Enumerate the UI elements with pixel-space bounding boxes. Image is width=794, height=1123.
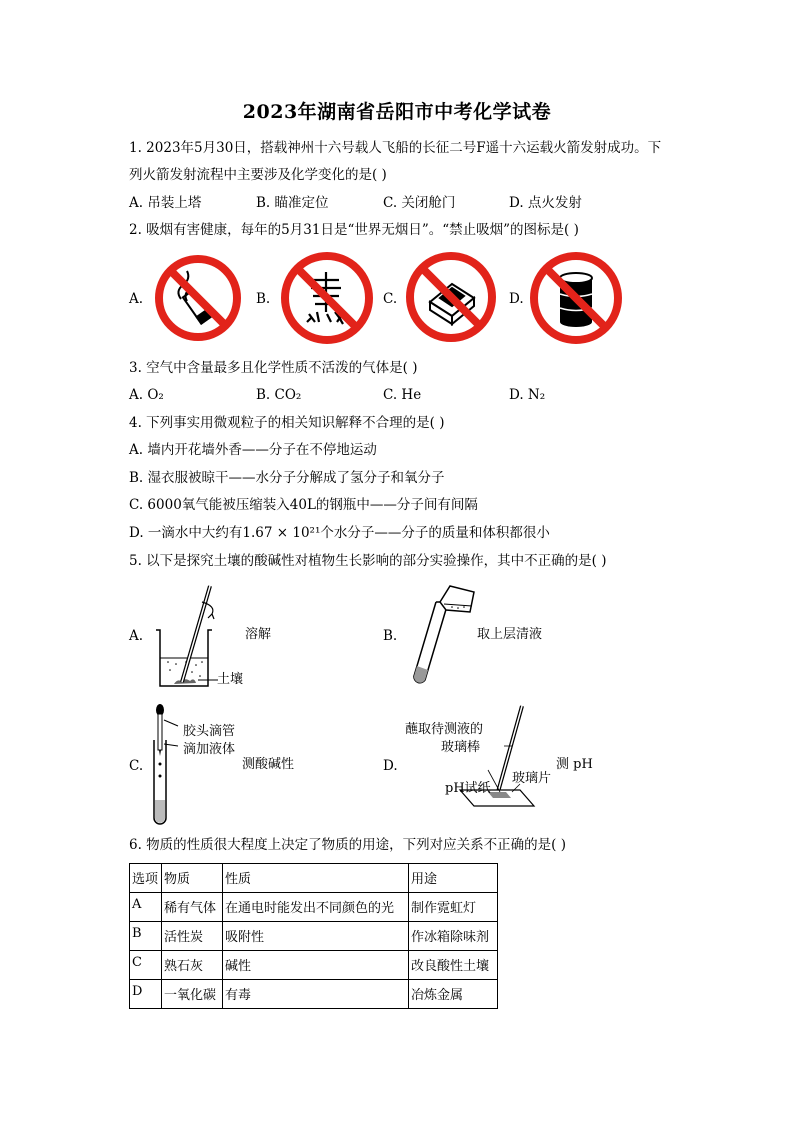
q5-d-glass-rod-label2: 玻璃棒 bbox=[441, 740, 481, 755]
q5-option-c: C. bbox=[129, 758, 144, 774]
q5-text-line1: 5. 以下是探究土壤的酸碱性对植物生长影响的部分实验操作，其中不正确的是( ) bbox=[129, 553, 607, 569]
page-title: 2023年湖南省岳阳市中考化学试卷 bbox=[242, 101, 552, 123]
pouring-test-tube-figure bbox=[400, 580, 480, 692]
q2-option-d: D. bbox=[509, 291, 524, 307]
q4-option-b: B. 湿衣服被晾干——水分子分解成了氢分子和氧分子 bbox=[129, 470, 445, 486]
table-header-cell: 用途 bbox=[409, 864, 498, 893]
q5-c-adding-liquid-label: 滴加液体 bbox=[183, 742, 236, 757]
no-smoking-icon bbox=[153, 253, 243, 343]
no-matches-icon bbox=[404, 250, 498, 344]
table-cell: 作冰箱除味剂 bbox=[409, 922, 498, 951]
q5-a-caption: 溶解 bbox=[245, 627, 272, 642]
table-row bbox=[130, 951, 498, 980]
table-cell: 熟石灰 bbox=[162, 951, 223, 980]
q4-option-d: D. 一滴水中大约有1.67 × 10²¹个水分子——分子的质量和体积都很小 bbox=[129, 525, 550, 541]
table-cell: D bbox=[130, 980, 162, 1009]
q5-c-caption: 测酸碱性 bbox=[242, 757, 295, 772]
q1-text-line1: 1. 2023年5月30日，搭载神州十六号载人飞船的长征二号F遥十六运载火箭发射成功。下 bbox=[129, 140, 662, 156]
q5-d-ph-paper-label: pH试纸 bbox=[445, 781, 491, 796]
q4-option-a: A. 墙内开花墙外香——分子在不停地运动 bbox=[129, 442, 377, 458]
q5-c-dropper-label: 胶头滴管 bbox=[183, 724, 236, 739]
q2-option-a: A. bbox=[129, 291, 144, 307]
table-cell: 制作霓虹灯 bbox=[409, 893, 498, 922]
q5-b-caption: 取上层清液 bbox=[477, 627, 543, 642]
table-row bbox=[130, 893, 498, 922]
q6-text-line1: 6. 物质的性质很大程度上决定了物质的用途，下列对应关系不正确的是( ) bbox=[129, 837, 566, 853]
table-cell: B bbox=[130, 922, 162, 951]
q4-text-line1: 4. 下列事实用微观粒子的相关知识解释不合理的是( ) bbox=[129, 415, 445, 431]
q5-a-soil-label: 土壤 bbox=[217, 672, 244, 687]
table-cell: 冶炼金属 bbox=[409, 980, 498, 1009]
q2-option-b: B. bbox=[256, 291, 271, 307]
q1-option-a: A. 吊装上塔 bbox=[129, 195, 202, 211]
beaker-stirring-figure bbox=[148, 580, 228, 692]
q5-d-glass-rod-label1: 蘸取待测液的 bbox=[405, 722, 484, 737]
no-fuel-drum-icon bbox=[528, 250, 624, 346]
q1-option-d: D. 点火发射 bbox=[509, 195, 582, 211]
table-cell: C bbox=[130, 951, 162, 980]
dropper-test-tube-figure bbox=[148, 700, 184, 826]
q3-option-b: B. CO₂ bbox=[256, 387, 302, 403]
table-cell: 一氧化碳 bbox=[162, 980, 223, 1009]
table-header-row bbox=[130, 864, 498, 893]
q2-option-c: C. bbox=[383, 291, 398, 307]
table-header-cell: 性质 bbox=[223, 864, 409, 893]
q1-option-b: B. 瞄准定位 bbox=[256, 195, 329, 211]
table-row bbox=[130, 922, 498, 951]
q5-option-d: D. bbox=[383, 758, 398, 774]
q3-option-c: C. He bbox=[383, 387, 422, 403]
q4-option-c: C. 6000氧气能被压缩装入40L的钢瓶中——分子间有间隔 bbox=[129, 497, 478, 513]
table-row bbox=[130, 980, 498, 1009]
table-cell: 在通电时能发出不同颜色的光 bbox=[223, 893, 409, 922]
table-cell: 活性炭 bbox=[162, 922, 223, 951]
q1-text-line2: 列火箭发射流程中主要涉及化学变化的是( ) bbox=[129, 167, 387, 183]
table-cell: A bbox=[130, 893, 162, 922]
q3-option-d: D. N₂ bbox=[509, 387, 546, 403]
table-cell: 稀有气体 bbox=[162, 893, 223, 922]
q6-table bbox=[129, 863, 498, 1009]
q3-option-a: A. O₂ bbox=[129, 387, 164, 403]
table-cell: 有毒 bbox=[223, 980, 409, 1009]
q5-option-a: A. bbox=[129, 628, 144, 644]
table-cell: 碱性 bbox=[223, 951, 409, 980]
q3-text-line1: 3. 空气中含量最多且化学性质不活泼的气体是( ) bbox=[129, 360, 418, 376]
table-cell: 吸附性 bbox=[223, 922, 409, 951]
table-cell: 改良酸性土壤 bbox=[409, 951, 498, 980]
q5-d-glass-slide-label: 玻璃片 bbox=[512, 771, 552, 786]
table-header-cell: 物质 bbox=[162, 864, 223, 893]
q5-d-caption: 测 pH bbox=[556, 757, 593, 772]
q5-option-b: B. bbox=[383, 628, 398, 644]
q1-option-c: C. 关闭舱门 bbox=[383, 195, 456, 211]
table-header-cell: 选项 bbox=[130, 864, 162, 893]
no-fireworks-icon bbox=[279, 250, 375, 346]
q2-text-line1: 2. 吸烟有害健康，每年的5月31日是“世界无烟日”。“禁止吸烟”的图标是( ) bbox=[129, 222, 579, 238]
